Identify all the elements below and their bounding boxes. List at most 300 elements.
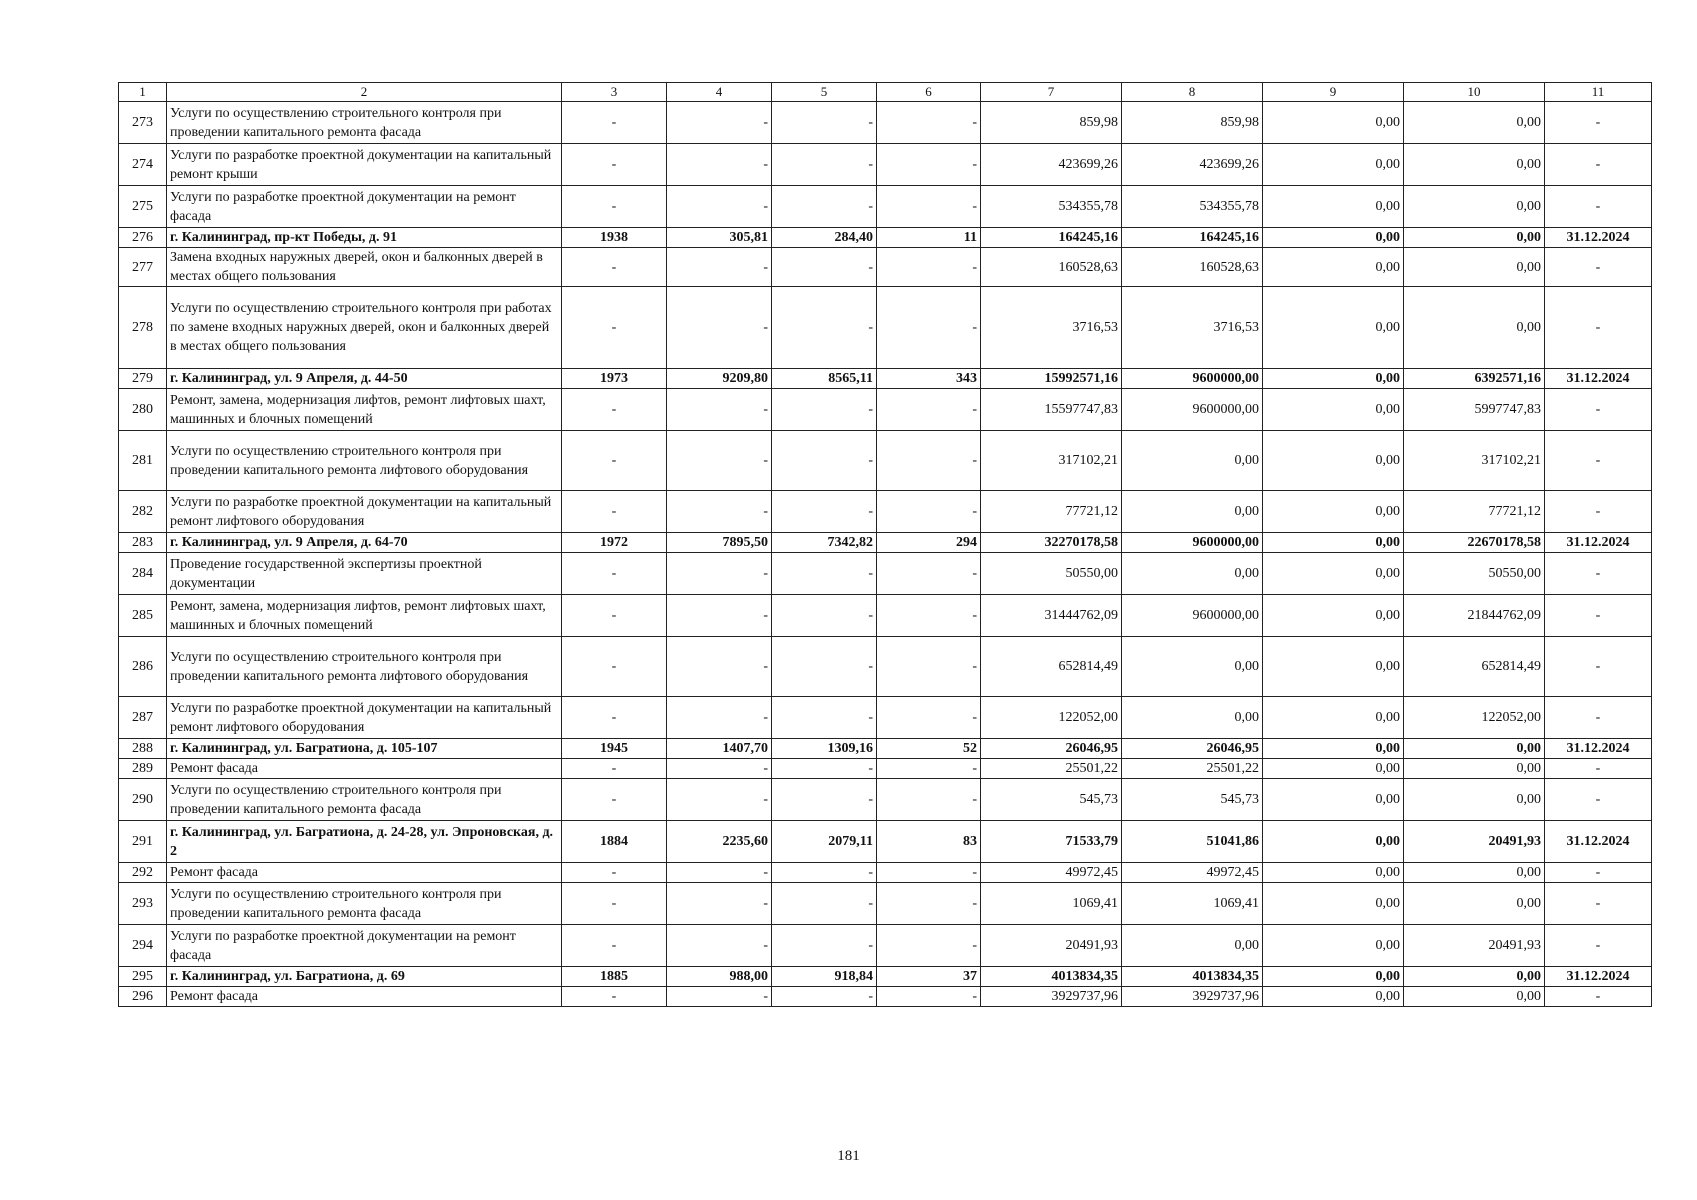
- item-name: Ремонт фасада: [167, 987, 562, 1007]
- cell-area-living: -: [772, 144, 877, 186]
- cell-year: -: [562, 697, 667, 739]
- cell-year: 1945: [562, 739, 667, 759]
- item-name: Ремонт, замена, модернизация лифтов, ремонт лифтовых шахт, машинных и блочных помещений: [167, 595, 562, 637]
- cell-fund-cost: 534355,78: [1122, 186, 1263, 228]
- cell-fund-cost: 164245,16: [1122, 228, 1263, 248]
- cell-year: -: [562, 389, 667, 431]
- cell-area-living: -: [772, 637, 877, 697]
- cell-residents: 343: [877, 369, 981, 389]
- cell-total-cost: 25501,22: [981, 759, 1122, 779]
- cell-fund-cost: 859,98: [1122, 102, 1263, 144]
- cell-total-cost: 20491,93: [981, 925, 1122, 967]
- cell-deadline: -: [1545, 553, 1652, 595]
- row-number: 292: [119, 863, 167, 883]
- cell-fund-cost: 0,00: [1122, 637, 1263, 697]
- cell-year: -: [562, 431, 667, 491]
- cell-area-total: -: [667, 759, 772, 779]
- cell-owner-cost: 317102,21: [1404, 431, 1545, 491]
- cell-residents: -: [877, 883, 981, 925]
- cell-residents: -: [877, 637, 981, 697]
- cell-area-total: -: [667, 637, 772, 697]
- cell-owner-cost: 0,00: [1404, 144, 1545, 186]
- cell-fund-cost: 25501,22: [1122, 759, 1263, 779]
- cell-fund-cost: 423699,26: [1122, 144, 1263, 186]
- cell-area-total: 9209,80: [667, 369, 772, 389]
- address-row: [119, 967, 1652, 987]
- cell-owner-cost: 652814,49: [1404, 637, 1545, 697]
- cell-residents: -: [877, 697, 981, 739]
- cell-residents: -: [877, 863, 981, 883]
- cell-residents: -: [877, 248, 981, 287]
- row-number: 295: [119, 967, 167, 987]
- cell-deadline: 31.12.2024: [1545, 533, 1652, 553]
- cell-area-total: 7895,50: [667, 533, 772, 553]
- cell-budget-cost: 0,00: [1263, 967, 1404, 987]
- cell-budget-cost: 0,00: [1263, 369, 1404, 389]
- address-row: [119, 821, 1652, 863]
- row-number: 285: [119, 595, 167, 637]
- cell-budget-cost: 0,00: [1263, 987, 1404, 1007]
- cell-budget-cost: 0,00: [1263, 697, 1404, 739]
- cell-residents: 294: [877, 533, 981, 553]
- cell-budget-cost: 0,00: [1263, 821, 1404, 863]
- cell-year: -: [562, 759, 667, 779]
- cell-fund-cost: 0,00: [1122, 431, 1263, 491]
- cell-budget-cost: 0,00: [1263, 925, 1404, 967]
- cell-deadline: -: [1545, 697, 1652, 739]
- row-number: 286: [119, 637, 167, 697]
- cell-deadline: 31.12.2024: [1545, 228, 1652, 248]
- cell-residents: -: [877, 491, 981, 533]
- cell-budget-cost: 0,00: [1263, 553, 1404, 595]
- cell-area-living: -: [772, 186, 877, 228]
- item-name: г. Калининград, ул. Багратиона, д. 105-107: [167, 739, 562, 759]
- cell-area-total: -: [667, 697, 772, 739]
- cell-fund-cost: 545,73: [1122, 779, 1263, 821]
- cell-year: -: [562, 102, 667, 144]
- cell-owner-cost: 50550,00: [1404, 553, 1545, 595]
- row-number: 273: [119, 102, 167, 144]
- cell-deadline: -: [1545, 102, 1652, 144]
- table-row: [119, 925, 1652, 967]
- header-cell: 11: [1545, 83, 1652, 102]
- row-number: 280: [119, 389, 167, 431]
- address-row: [119, 369, 1652, 389]
- cell-budget-cost: 0,00: [1263, 228, 1404, 248]
- cell-area-living: 2079,11: [772, 821, 877, 863]
- table-row: [119, 637, 1652, 697]
- cell-total-cost: 26046,95: [981, 739, 1122, 759]
- cell-area-living: -: [772, 287, 877, 369]
- cell-year: -: [562, 491, 667, 533]
- cell-area-total: 2235,60: [667, 821, 772, 863]
- cell-owner-cost: 0,00: [1404, 863, 1545, 883]
- table-row: [119, 759, 1652, 779]
- cell-year: -: [562, 287, 667, 369]
- cell-year: -: [562, 595, 667, 637]
- cell-budget-cost: 0,00: [1263, 186, 1404, 228]
- cell-year: 1884: [562, 821, 667, 863]
- cell-deadline: -: [1545, 759, 1652, 779]
- cell-budget-cost: 0,00: [1263, 491, 1404, 533]
- row-number: 274: [119, 144, 167, 186]
- address-row: [119, 533, 1652, 553]
- item-name: Ремонт фасада: [167, 759, 562, 779]
- item-name: г. Калининград, ул. Багратиона, д. 69: [167, 967, 562, 987]
- item-name: г. Калининград, ул. Багратиона, д. 24-28, ул. Эпроновская, д. 2: [167, 821, 562, 863]
- header-cell: 10: [1404, 83, 1545, 102]
- table-row: [119, 987, 1652, 1007]
- cell-owner-cost: 0,00: [1404, 186, 1545, 228]
- row-number: 287: [119, 697, 167, 739]
- cell-residents: -: [877, 389, 981, 431]
- cell-fund-cost: 9600000,00: [1122, 533, 1263, 553]
- cell-area-total: 988,00: [667, 967, 772, 987]
- cell-deadline: 31.12.2024: [1545, 739, 1652, 759]
- cell-owner-cost: 21844762,09: [1404, 595, 1545, 637]
- header-cell: 3: [562, 83, 667, 102]
- row-number: 275: [119, 186, 167, 228]
- cell-area-total: -: [667, 925, 772, 967]
- row-number: 276: [119, 228, 167, 248]
- cell-area-living: 8565,11: [772, 369, 877, 389]
- cell-residents: 37: [877, 967, 981, 987]
- cell-area-living: -: [772, 102, 877, 144]
- cell-fund-cost: 3716,53: [1122, 287, 1263, 369]
- cell-owner-cost: 0,00: [1404, 987, 1545, 1007]
- cell-area-total: -: [667, 863, 772, 883]
- cell-owner-cost: 5997747,83: [1404, 389, 1545, 431]
- item-name: Ремонт, замена, модернизация лифтов, ремонт лифтовых шахт, машинных и блочных помещений: [167, 389, 562, 431]
- cell-total-cost: 423699,26: [981, 144, 1122, 186]
- row-number: 281: [119, 431, 167, 491]
- cell-fund-cost: 0,00: [1122, 697, 1263, 739]
- table-row: [119, 102, 1652, 144]
- row-number: 284: [119, 553, 167, 595]
- header-cell: 4: [667, 83, 772, 102]
- cell-budget-cost: 0,00: [1263, 102, 1404, 144]
- cell-area-living: -: [772, 491, 877, 533]
- cell-total-cost: 534355,78: [981, 186, 1122, 228]
- cell-area-total: -: [667, 248, 772, 287]
- cell-deadline: -: [1545, 431, 1652, 491]
- cell-deadline: -: [1545, 491, 1652, 533]
- cell-area-living: -: [772, 883, 877, 925]
- cell-owner-cost: 6392571,16: [1404, 369, 1545, 389]
- cell-budget-cost: 0,00: [1263, 759, 1404, 779]
- cell-budget-cost: 0,00: [1263, 595, 1404, 637]
- cell-fund-cost: 49972,45: [1122, 863, 1263, 883]
- cell-fund-cost: 51041,86: [1122, 821, 1263, 863]
- cell-owner-cost: 0,00: [1404, 287, 1545, 369]
- item-name: Услуги по осуществлению строительного контроля при работах по замене входных наружных дверей, окон и балконных дверей в местах общего пользования: [167, 287, 562, 369]
- cell-owner-cost: 20491,93: [1404, 925, 1545, 967]
- cell-total-cost: 122052,00: [981, 697, 1122, 739]
- cell-area-living: -: [772, 779, 877, 821]
- cell-area-total: -: [667, 553, 772, 595]
- cell-year: -: [562, 248, 667, 287]
- cell-year: -: [562, 637, 667, 697]
- cell-total-cost: 77721,12: [981, 491, 1122, 533]
- cell-area-total: -: [667, 287, 772, 369]
- cell-total-cost: 15597747,83: [981, 389, 1122, 431]
- item-name: Замена входных наружных дверей, окон и балконных дверей в местах общего пользования: [167, 248, 562, 287]
- item-name: Услуги по разработке проектной документации на капитальный ремонт лифтового оборудования: [167, 491, 562, 533]
- cell-owner-cost: 0,00: [1404, 759, 1545, 779]
- address-row: [119, 739, 1652, 759]
- cell-area-living: 7342,82: [772, 533, 877, 553]
- cell-area-total: 305,81: [667, 228, 772, 248]
- row-number: 289: [119, 759, 167, 779]
- cell-year: 1885: [562, 967, 667, 987]
- cell-area-total: -: [667, 389, 772, 431]
- header-cell: 8: [1122, 83, 1263, 102]
- cell-area-living: -: [772, 925, 877, 967]
- cell-budget-cost: 0,00: [1263, 863, 1404, 883]
- item-name: г. Калининград, пр-кт Победы, д. 91: [167, 228, 562, 248]
- address-row: [119, 228, 1652, 248]
- item-name: Услуги по разработке проектной документации на ремонт фасада: [167, 925, 562, 967]
- row-number: 293: [119, 883, 167, 925]
- cell-owner-cost: 77721,12: [1404, 491, 1545, 533]
- cell-deadline: -: [1545, 186, 1652, 228]
- cell-fund-cost: 9600000,00: [1122, 595, 1263, 637]
- cell-area-total: -: [667, 491, 772, 533]
- row-number: 283: [119, 533, 167, 553]
- row-number: 282: [119, 491, 167, 533]
- cell-residents: -: [877, 759, 981, 779]
- table-row: [119, 697, 1652, 739]
- cell-total-cost: 164245,16: [981, 228, 1122, 248]
- item-name: г. Калининград, ул. 9 Апреля, д. 44-50: [167, 369, 562, 389]
- table-row: [119, 186, 1652, 228]
- cell-total-cost: 4013834,35: [981, 967, 1122, 987]
- row-number: 290: [119, 779, 167, 821]
- cell-area-living: -: [772, 987, 877, 1007]
- cell-deadline: -: [1545, 595, 1652, 637]
- cell-owner-cost: 0,00: [1404, 779, 1545, 821]
- table-row: [119, 553, 1652, 595]
- item-name: г. Калининград, ул. 9 Апреля, д. 64-70: [167, 533, 562, 553]
- cell-owner-cost: 0,00: [1404, 883, 1545, 925]
- cell-deadline: 31.12.2024: [1545, 967, 1652, 987]
- cell-budget-cost: 0,00: [1263, 248, 1404, 287]
- cell-deadline: -: [1545, 779, 1652, 821]
- cell-total-cost: 3929737,96: [981, 987, 1122, 1007]
- cell-residents: 52: [877, 739, 981, 759]
- table-row: [119, 883, 1652, 925]
- cell-deadline: -: [1545, 883, 1652, 925]
- cell-total-cost: 859,98: [981, 102, 1122, 144]
- cell-budget-cost: 0,00: [1263, 144, 1404, 186]
- item-name: Проведение государственной экспертизы проектной документации: [167, 553, 562, 595]
- register-table: [118, 82, 1652, 1007]
- cell-fund-cost: 1069,41: [1122, 883, 1263, 925]
- cell-residents: -: [877, 287, 981, 369]
- cell-area-total: -: [667, 102, 772, 144]
- cell-budget-cost: 0,00: [1263, 533, 1404, 553]
- cell-fund-cost: 3929737,96: [1122, 987, 1263, 1007]
- cell-area-total: -: [667, 883, 772, 925]
- header-cell: 2: [167, 83, 562, 102]
- item-name: Услуги по осуществлению строительного контроля при проведении капитального ремонта фасада: [167, 779, 562, 821]
- table-row: [119, 431, 1652, 491]
- cell-residents: -: [877, 186, 981, 228]
- cell-residents: -: [877, 102, 981, 144]
- cell-area-living: -: [772, 248, 877, 287]
- table-row: [119, 248, 1652, 287]
- cell-year: -: [562, 186, 667, 228]
- cell-year: -: [562, 883, 667, 925]
- cell-area-living: -: [772, 863, 877, 883]
- page-number: 181: [837, 1148, 860, 1164]
- cell-owner-cost: 0,00: [1404, 739, 1545, 759]
- cell-fund-cost: 9600000,00: [1122, 389, 1263, 431]
- cell-year: -: [562, 925, 667, 967]
- cell-area-living: 1309,16: [772, 739, 877, 759]
- cell-year: 1938: [562, 228, 667, 248]
- cell-area-total: -: [667, 987, 772, 1007]
- row-number: 291: [119, 821, 167, 863]
- cell-residents: -: [877, 595, 981, 637]
- header-cell: 9: [1263, 83, 1404, 102]
- cell-deadline: 31.12.2024: [1545, 369, 1652, 389]
- cell-year: -: [562, 987, 667, 1007]
- table-row: [119, 287, 1652, 369]
- cell-area-living: -: [772, 595, 877, 637]
- cell-area-total: -: [667, 779, 772, 821]
- cell-year: -: [562, 553, 667, 595]
- cell-deadline: -: [1545, 287, 1652, 369]
- item-name: Услуги по осуществлению строительного контроля при проведении капитального ремонта фасада: [167, 883, 562, 925]
- cell-area-living: -: [772, 697, 877, 739]
- cell-budget-cost: 0,00: [1263, 637, 1404, 697]
- header-cell: 7: [981, 83, 1122, 102]
- cell-total-cost: 15992571,16: [981, 369, 1122, 389]
- row-number: 279: [119, 369, 167, 389]
- cell-owner-cost: 0,00: [1404, 228, 1545, 248]
- item-name: Услуги по разработке проектной документации на ремонт фасада: [167, 186, 562, 228]
- cell-area-living: -: [772, 759, 877, 779]
- cell-residents: -: [877, 987, 981, 1007]
- cell-year: 1973: [562, 369, 667, 389]
- row-number: 294: [119, 925, 167, 967]
- cell-area-living: 284,40: [772, 228, 877, 248]
- header-cell: 1: [119, 83, 167, 102]
- cell-total-cost: 1069,41: [981, 883, 1122, 925]
- cell-area-total: -: [667, 186, 772, 228]
- cell-total-cost: 317102,21: [981, 431, 1122, 491]
- cell-total-cost: 3716,53: [981, 287, 1122, 369]
- row-number: 277: [119, 248, 167, 287]
- header-cell: 5: [772, 83, 877, 102]
- cell-area-total: -: [667, 595, 772, 637]
- header-cell: 6: [877, 83, 981, 102]
- cell-fund-cost: 4013834,35: [1122, 967, 1263, 987]
- cell-area-total: -: [667, 431, 772, 491]
- cell-area-total: -: [667, 144, 772, 186]
- cell-fund-cost: 9600000,00: [1122, 369, 1263, 389]
- cell-residents: 83: [877, 821, 981, 863]
- cell-total-cost: 545,73: [981, 779, 1122, 821]
- cell-residents: -: [877, 553, 981, 595]
- cell-residents: -: [877, 144, 981, 186]
- cell-budget-cost: 0,00: [1263, 431, 1404, 491]
- table-row: [119, 595, 1652, 637]
- cell-deadline: -: [1545, 389, 1652, 431]
- cell-deadline: -: [1545, 248, 1652, 287]
- cell-area-living: -: [772, 553, 877, 595]
- item-name: Услуги по разработке проектной документации на капитальный ремонт крыши: [167, 144, 562, 186]
- cell-year: -: [562, 779, 667, 821]
- table-row: [119, 389, 1652, 431]
- cell-owner-cost: 22670178,58: [1404, 533, 1545, 553]
- cell-deadline: -: [1545, 144, 1652, 186]
- cell-residents: -: [877, 779, 981, 821]
- cell-deadline: -: [1545, 863, 1652, 883]
- cell-total-cost: 32270178,58: [981, 533, 1122, 553]
- cell-owner-cost: 0,00: [1404, 248, 1545, 287]
- table-row: [119, 863, 1652, 883]
- cell-fund-cost: 0,00: [1122, 925, 1263, 967]
- item-name: Услуги по разработке проектной документации на капитальный ремонт лифтового оборудования: [167, 697, 562, 739]
- cell-total-cost: 50550,00: [981, 553, 1122, 595]
- cell-year: -: [562, 863, 667, 883]
- cell-budget-cost: 0,00: [1263, 779, 1404, 821]
- column-number-header: [119, 83, 1652, 102]
- cell-residents: -: [877, 431, 981, 491]
- cell-fund-cost: 160528,63: [1122, 248, 1263, 287]
- cell-budget-cost: 0,00: [1263, 883, 1404, 925]
- row-number: 278: [119, 287, 167, 369]
- cell-deadline: -: [1545, 925, 1652, 967]
- cell-area-total: 1407,70: [667, 739, 772, 759]
- cell-area-living: -: [772, 431, 877, 491]
- table-row: [119, 779, 1652, 821]
- cell-area-living: 918,84: [772, 967, 877, 987]
- cell-fund-cost: 0,00: [1122, 491, 1263, 533]
- table-body: [119, 83, 1652, 1007]
- row-number: 288: [119, 739, 167, 759]
- item-name: Услуги по осуществлению строительного контроля при проведении капитального ремонта фасада: [167, 102, 562, 144]
- cell-deadline: -: [1545, 987, 1652, 1007]
- cell-owner-cost: 20491,93: [1404, 821, 1545, 863]
- cell-fund-cost: 26046,95: [1122, 739, 1263, 759]
- cell-budget-cost: 0,00: [1263, 287, 1404, 369]
- cell-budget-cost: 0,00: [1263, 739, 1404, 759]
- cell-owner-cost: 122052,00: [1404, 697, 1545, 739]
- cell-year: 1972: [562, 533, 667, 553]
- cell-year: -: [562, 144, 667, 186]
- cell-total-cost: 652814,49: [981, 637, 1122, 697]
- cell-total-cost: 49972,45: [981, 863, 1122, 883]
- cell-budget-cost: 0,00: [1263, 389, 1404, 431]
- cell-residents: 11: [877, 228, 981, 248]
- item-name: Услуги по осуществлению строительного контроля при проведении капитального ремонта лифтового оборудования: [167, 431, 562, 491]
- cell-fund-cost: 0,00: [1122, 553, 1263, 595]
- cell-deadline: 31.12.2024: [1545, 821, 1652, 863]
- table-row: [119, 491, 1652, 533]
- item-name: Услуги по осуществлению строительного контроля при проведении капитального ремонта лифтового оборудования: [167, 637, 562, 697]
- cell-total-cost: 31444762,09: [981, 595, 1122, 637]
- cell-residents: -: [877, 925, 981, 967]
- table-row: [119, 144, 1652, 186]
- cell-deadline: -: [1545, 637, 1652, 697]
- cell-total-cost: 71533,79: [981, 821, 1122, 863]
- cell-owner-cost: 0,00: [1404, 102, 1545, 144]
- row-number: 296: [119, 987, 167, 1007]
- cell-owner-cost: 0,00: [1404, 967, 1545, 987]
